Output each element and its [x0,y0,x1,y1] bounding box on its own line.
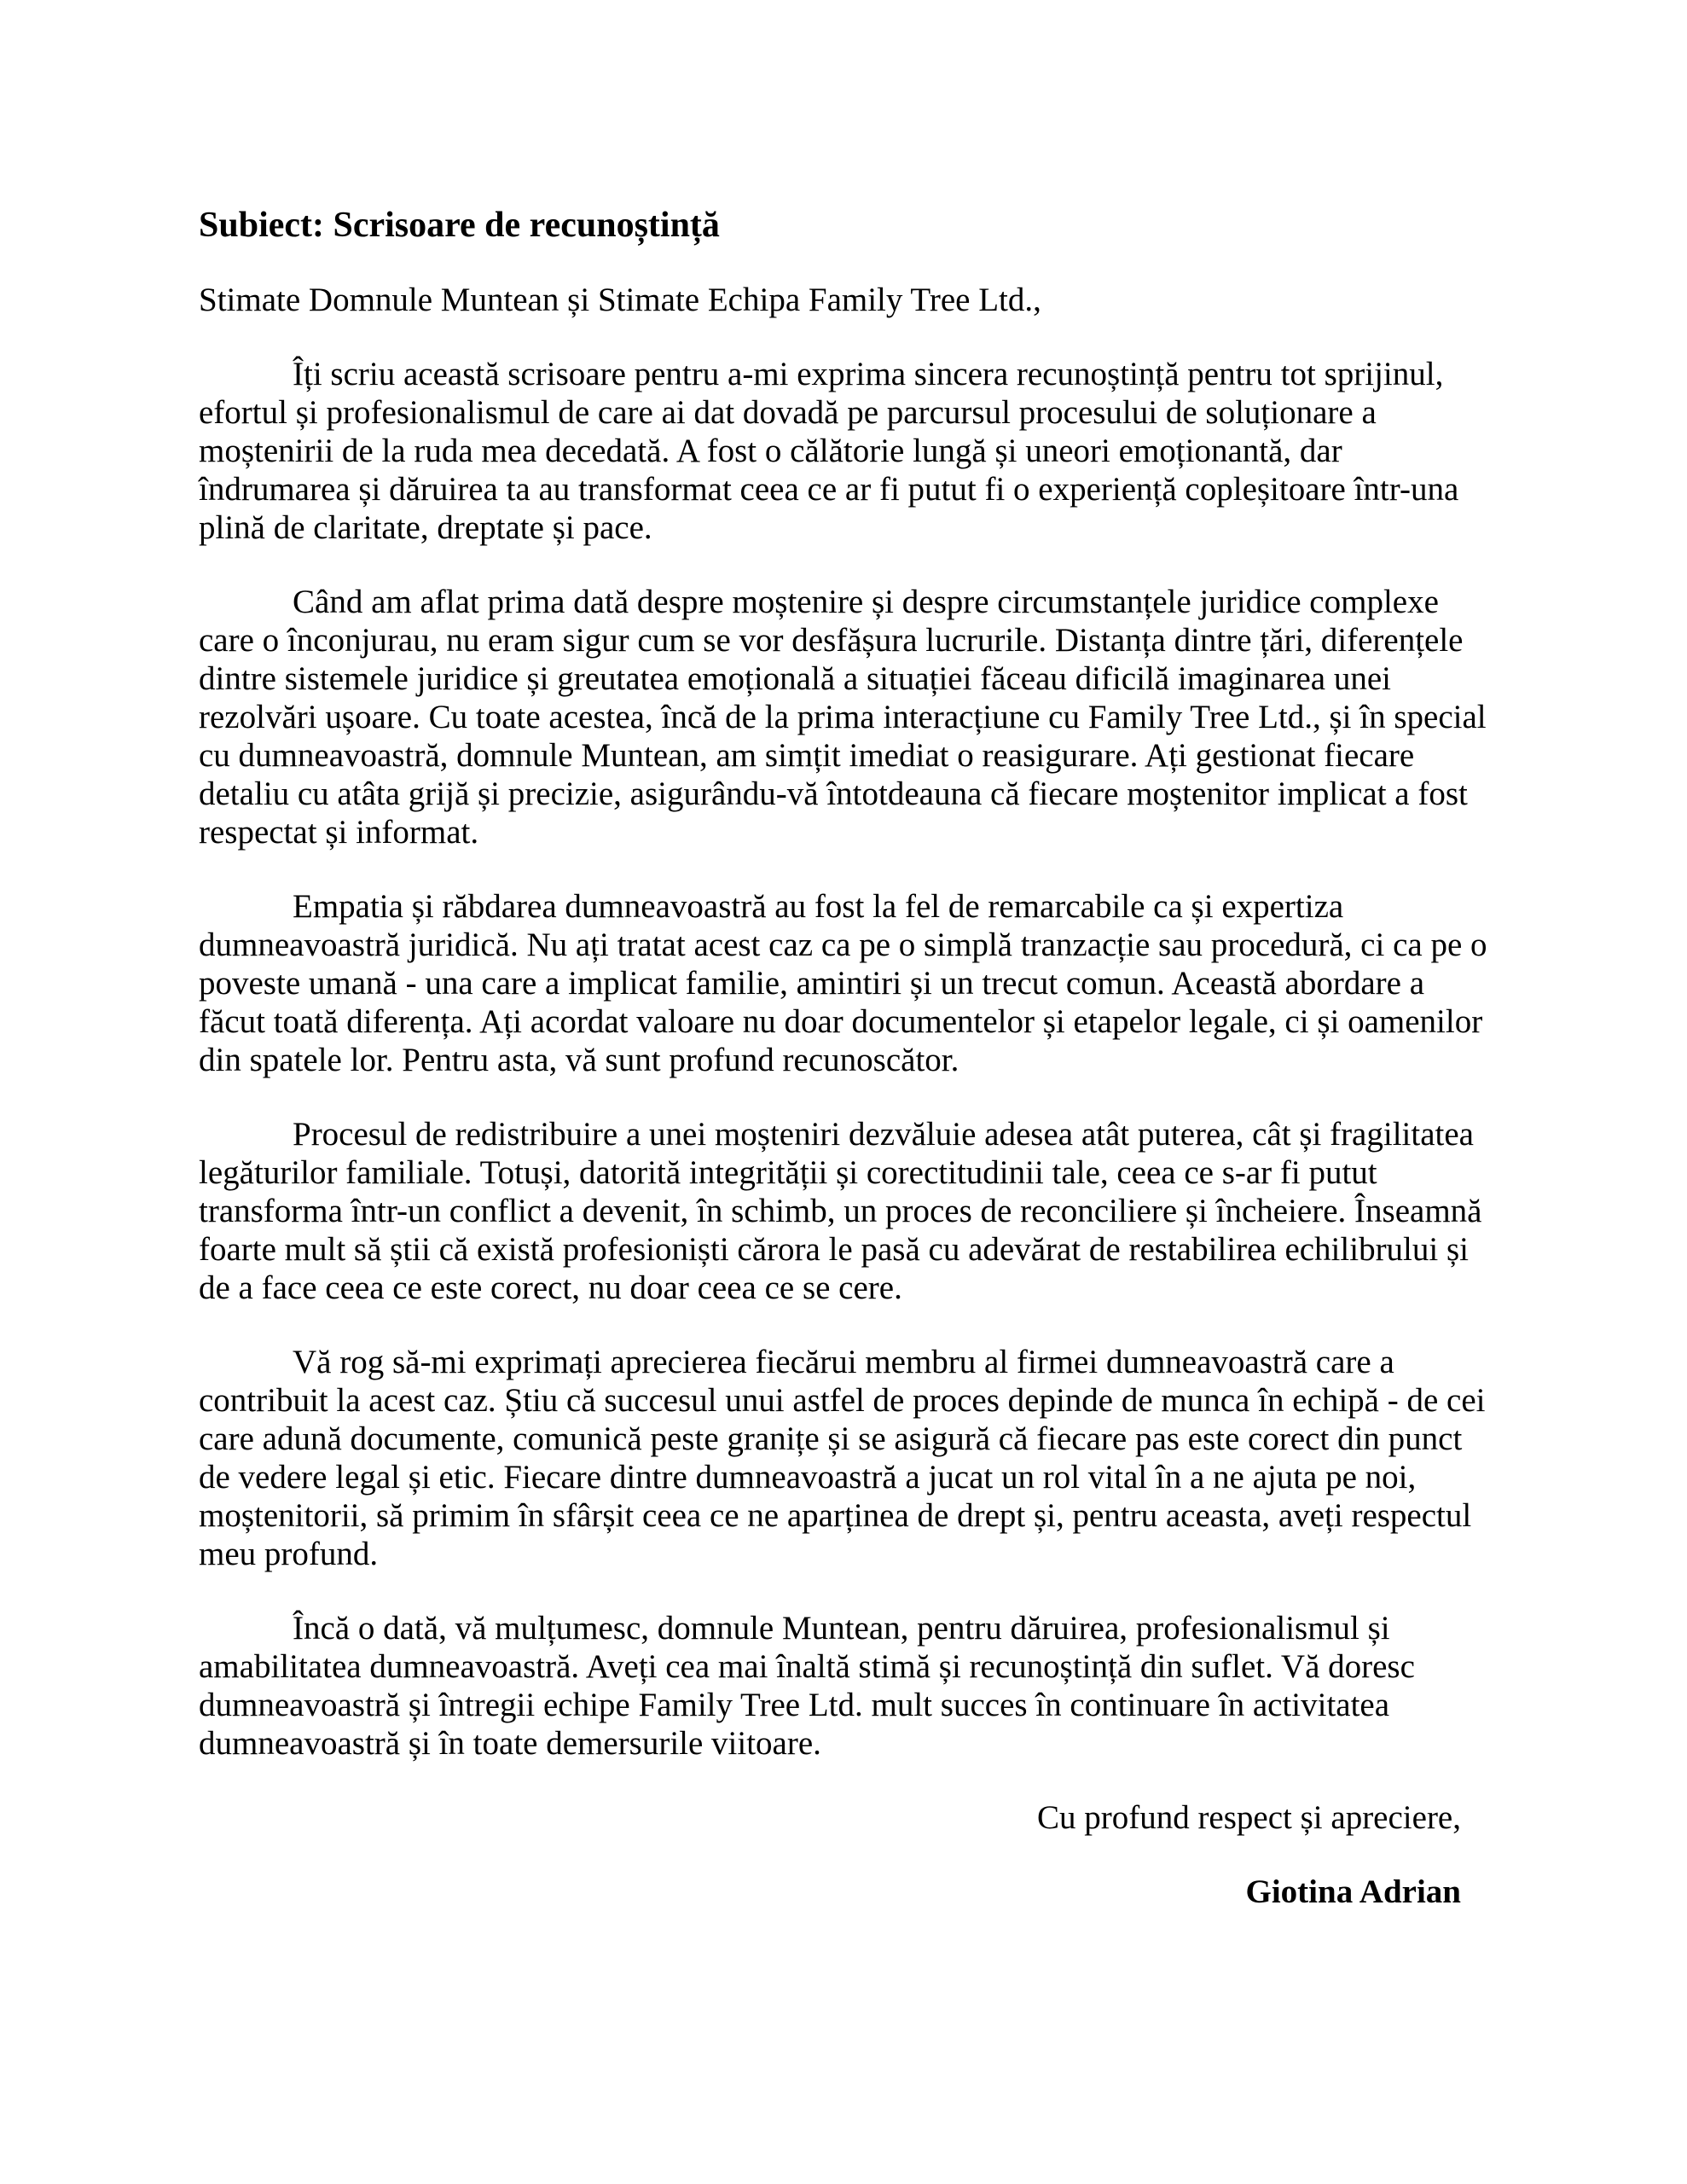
paragraph-5: Vă rog să-mi exprimați aprecierea fiecărui membru al firmei dumneavoastră care a contribuit la acest caz. Știu că succesul unui astfel de proces depinde de munca în echipă - de cei care adună documente, comunică peste granițe și se asigură că fiecare pas este corect din punct de vedere legal și etic. Fiecare dintre dumneavoastră a jucat un rol vital în a ne ajuta pe noi, moștenitorii, să primim în sfârșit ceea ce ne aparținea de drept și, pentru aceasta, aveți respectul meu profund. [199,1344,1486,1572]
paragraph-1: Îți scriu această scrisoare pentru a-mi exprima sincera recunoștință pentru tot sprijinul, efortul și profesionalismul de care ai dat dovadă pe parcursul procesului de soluționare a moștenirii de la ruda mea decedată. A fost o călătorie lungă și uneori emoționantă, dar îndrumarea și dăruirea ta au transformat ceea ce ar fi putut fi o experiență copleșitoare într-una plină de claritate, dreptate și pace. [199,356,1459,546]
subject-line: Subiect: Scrisoare de recunoștință [199,206,720,245]
letter-content [199,0,1488,1911]
paragraph-4: Procesul de redistribuire a unei moșteniri dezvăluie adesea atât puterea, cât și fragilitatea legăturilor familiale. Totuși, datorită integrității și corectitudinii tale, ceea ce s-ar fi putut transforma într-un conflict a devenit, în schimb, un proces de reconciliere și încheiere. Înseamnă foarte mult să știi că există profesioniști cărora le pasă cu adevărat de restabilirea echilibrului și de a face ceea ce este corect, nu doar ceea ce se cere. [199,1116,1482,1306]
signature-name: Giotina Adrian [1245,1873,1461,1910]
salutation: Stimate Domnule Muntean și Stimate Echipa Family Tree Ltd., [199,282,1041,318]
paragraph-3: Empatia și răbdarea dumneavoastră au fost la fel de remarcabile ca și expertiza dumneavoastră juridică. Nu ați tratat acest caz ca pe o simplă tranzacție sau procedură, ci ca pe o poveste umană - una care a implicat familie, amintiri și un trecut comun. Această abordare a făcut toată diferența. Ați acordat valoare nu doar documentelor și etapelor legale, ci și oamenilor din spatele lor. Pentru asta, vă sunt profund recunoscător. [199,888,1487,1078]
paragraph-6: Încă o dată, vă mulțumesc, domnule Muntean, pentru dăruirea, profesionalismul și amabilitatea dumneavoastră. Aveți cea mai înaltă stimă și recunoștință din suflet. Vă doresc dumneavoastră și întregii echipe Family Tree Ltd. mult succes în continuare în activitatea dumneavoastră și în toate demersurile viitoare. [199,1610,1415,1762]
paragraph-2: Când am aflat prima dată despre moștenire și despre circumstanțele juridice complexe care o înconjurau, nu eram sigur cum se vor desfășura lucrurile. Distanța dintre țări, diferențele dintre sistemele juridice și greutatea emoțională a situației făceau dificilă imaginarea unei rezolvări ușoare. Cu toate acestea, încă de la prima interacțiune cu Family Tree Ltd., și în special cu dumneavoastră, domnule Muntean, am simțit imediat o reasigurare. Ați gestionat fiecare detaliu cu atâta grijă și precizie, asigurându-vă întotdeauna că fiecare moștenitor implicat a fost respectat și informat. [199,584,1487,851]
closing-line: Cu profund respect și apreciere, [1036,1799,1461,1836]
